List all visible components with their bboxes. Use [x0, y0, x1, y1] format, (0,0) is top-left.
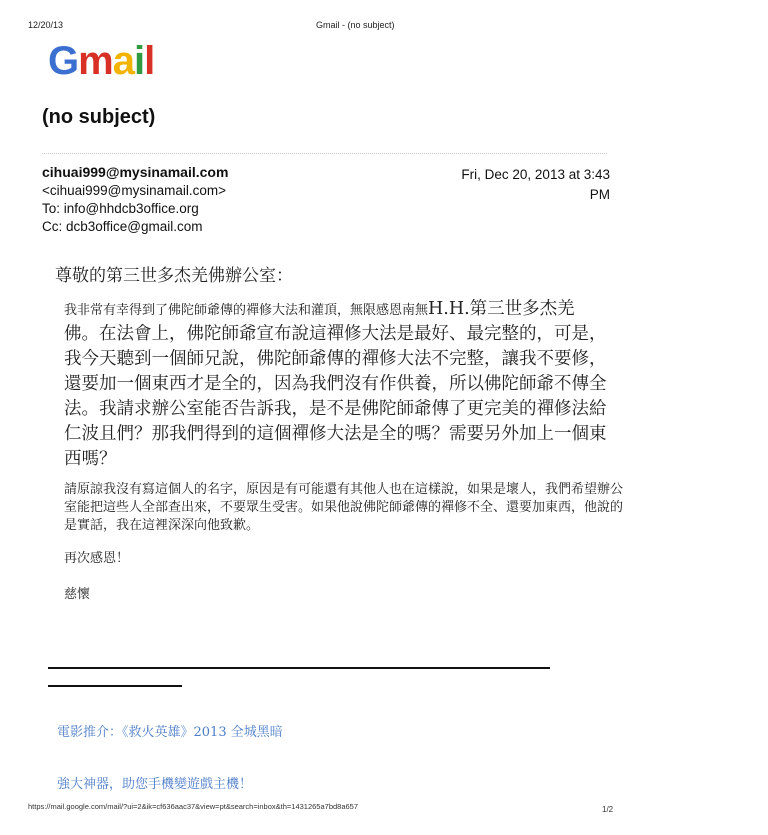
logo-letter-m: m: [78, 39, 113, 83]
sender-address: <cihuai999@mysinamail.com>: [42, 183, 227, 198]
signature-separator-short: [48, 685, 182, 687]
email-date-line1: Fri, Dec 20, 2013 at 3:43: [461, 167, 610, 182]
body-paragraph-1-main: H.H.第三世多杰羌佛。在法會上，佛陀師爺宣布說這禪修大法是最好、最完整的，可是，我今天聽到一個師兄說，佛陀師爺傳的禪修大法不完整，讓我不要修，還要加一個東西才是全的，因為我們沒有作供養，所以佛陀師爺不傳全法。我請求辦公室能否告訴我，是不是佛陀師爺傳了更完美的禪修法給仁波且們？那我們得到的這個禪修大法是全的嗎？需要另外加上一個東西嗎？: [64, 299, 607, 469]
body-signature: 慈懷: [64, 587, 91, 602]
promo-link-movie[interactable]: 電影推介：《救火英雄》2013 全城黑暗: [57, 725, 283, 740]
sender-name: cihuai999@mysinamail.com: [42, 164, 229, 180]
signature-separator-long: [48, 667, 550, 669]
body-thanks: 再次感恩！: [64, 551, 130, 566]
body-paragraph-2: 請原諒我沒有寫這個人的名字，原因是有可能還有其他人也在這樣說，如果是壞人，我們希望辦公室能把這些人全部查出來，不要眾生受害。如果他說佛陀師爺傳的禪修不全、還要加東西，他說的是實話，我在這裡深深向他致歉。: [64, 482, 624, 533]
body-paragraph-1: [64, 297, 607, 472]
logo-letter-l: l: [144, 39, 155, 83]
email-subject: (no subject): [42, 106, 156, 128]
subject-divider: [42, 153, 607, 154]
logo-letter-i: i: [133, 39, 145, 83]
print-footer-url: https://mail.google.com/mail/?ui=2&ik=cf636aac37&view=pt&search=inbox&th=1431265a7bd8a657: [28, 802, 359, 811]
gmail-logo-icon: [48, 38, 158, 84]
body-paragraph-1-intro: 我非常有幸得到了佛陀師爺傳的禪修大法和灌頂，無限感恩南無: [64, 303, 429, 318]
recipient-cc: Cc: dcb3office@gmail.com: [42, 219, 203, 234]
print-date: 12/20/13: [28, 20, 64, 30]
email-date: [420, 165, 610, 205]
logo-letter-a: a: [112, 39, 134, 83]
recipient-to: To: info@hhdcb3office.org: [42, 201, 199, 216]
logo-letter-g: G: [48, 39, 79, 83]
print-title: Gmail - (no subject): [316, 20, 395, 30]
body-greeting: 尊敬的第三世多杰羌佛辦公室：: [55, 266, 293, 286]
email-date-line2: PM: [589, 187, 610, 202]
promo-link-game[interactable]: 強大神器，助您手機變遊戲主機！: [57, 777, 253, 792]
print-page-number: 1/2: [602, 805, 614, 814]
